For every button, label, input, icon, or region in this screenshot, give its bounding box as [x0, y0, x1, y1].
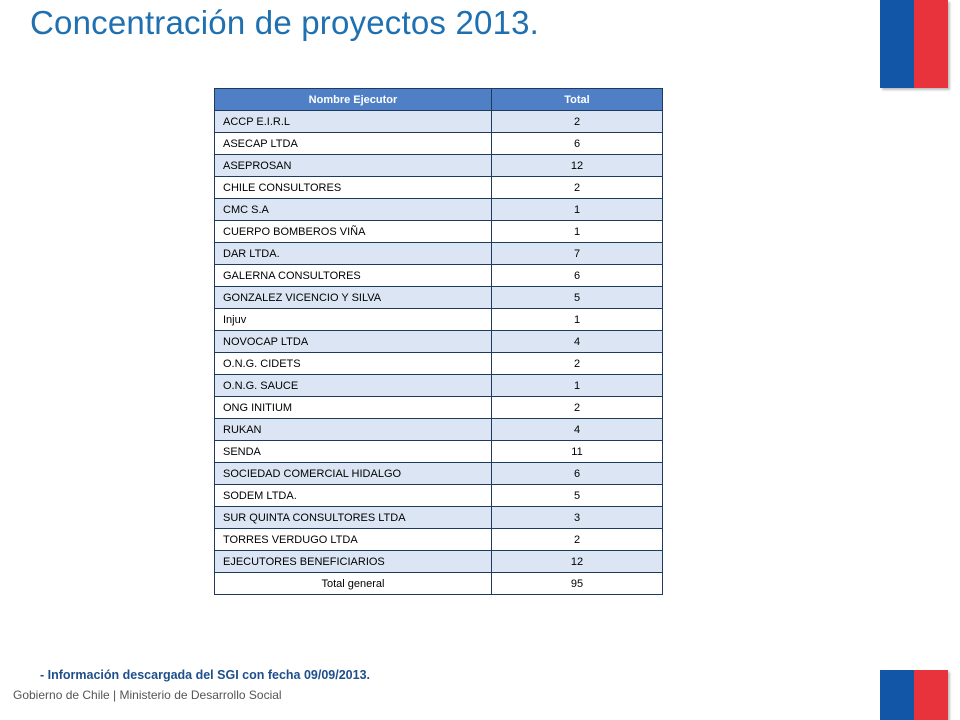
executor-total-cell: 1 [492, 309, 663, 331]
table-row [215, 177, 663, 199]
executor-name-cell: CHILE CONSULTORES [215, 177, 492, 199]
executor-total-cell: 2 [492, 111, 663, 133]
table-row [215, 221, 663, 243]
executor-name-cell: SUR QUINTA CONSULTORES LTDA [215, 507, 492, 529]
executor-total-cell: 2 [492, 353, 663, 375]
executor-total-cell: 11 [492, 441, 663, 463]
flag-blue-stripe [880, 670, 914, 720]
flag-red-stripe [914, 670, 948, 720]
executor-name-cell: TORRES VERDUGO LTDA [215, 529, 492, 551]
flag-red-stripe [914, 0, 948, 88]
table-row [215, 375, 663, 397]
executor-name-cell: ASEPROSAN [215, 155, 492, 177]
total-value: 95 [492, 573, 663, 595]
table-row [215, 155, 663, 177]
executor-total-cell: 1 [492, 221, 663, 243]
executor-total-cell: 1 [492, 375, 663, 397]
executor-name-cell: SODEM LTDA. [215, 485, 492, 507]
executor-total-cell: 2 [492, 529, 663, 551]
table-row [215, 507, 663, 529]
executor-name-cell: NOVOCAP LTDA [215, 331, 492, 353]
executor-name-cell: SENDA [215, 441, 492, 463]
chile-flag-logo-top [880, 0, 948, 88]
executor-total-cell: 6 [492, 133, 663, 155]
header-total: Total [492, 89, 663, 111]
executor-total-cell: 6 [492, 463, 663, 485]
executor-name-cell: O.N.G. CIDETS [215, 353, 492, 375]
executor-name-cell: GONZALEZ VICENCIO Y SILVA [215, 287, 492, 309]
executor-name-cell: ASECAP LTDA [215, 133, 492, 155]
executor-total-cell: 1 [492, 199, 663, 221]
table-row [215, 287, 663, 309]
table-row [215, 441, 663, 463]
executor-name-cell: GALERNA CONSULTORES [215, 265, 492, 287]
footer-text: Gobierno de Chile | Ministerio de Desarrollo Social [13, 688, 282, 702]
executor-total-cell: 4 [492, 419, 663, 441]
table-row [215, 353, 663, 375]
table-row [215, 529, 663, 551]
total-label: Total general [215, 573, 492, 595]
table-row [215, 111, 663, 133]
executor-name-cell: SOCIEDAD COMERCIAL HIDALGO [215, 463, 492, 485]
table-row [215, 331, 663, 353]
total-row [215, 573, 663, 595]
executor-total-cell: 12 [492, 155, 663, 177]
executor-total-cell: 4 [492, 331, 663, 353]
executor-total-cell: 2 [492, 177, 663, 199]
executor-name-cell: DAR LTDA. [215, 243, 492, 265]
slide-title: Concentración de proyectos 2013. [30, 4, 540, 41]
table-row [215, 397, 663, 419]
executor-total-cell: 5 [492, 485, 663, 507]
executor-total-cell: 12 [492, 551, 663, 573]
executor-name-cell: ONG INITIUM [215, 397, 492, 419]
executor-total-cell: 6 [492, 265, 663, 287]
header-nombre-ejecutor: Nombre Ejecutor [215, 89, 492, 111]
table-row [215, 133, 663, 155]
table-body [215, 111, 663, 595]
executor-name-cell: O.N.G. SAUCE [215, 375, 492, 397]
executor-total-cell: 7 [492, 243, 663, 265]
table-row [215, 265, 663, 287]
executor-name-cell: CUERPO BOMBEROS VIÑA [215, 221, 492, 243]
table-row [215, 463, 663, 485]
table-row [215, 309, 663, 331]
executor-name-cell: EJECUTORES BENEFICIARIOS [215, 551, 492, 573]
executor-name-cell: ACCP E.I.R.L [215, 111, 492, 133]
table-row [215, 551, 663, 573]
executor-total-cell: 2 [492, 397, 663, 419]
executor-name-cell: CMC S.A [215, 199, 492, 221]
executor-total-cell: 5 [492, 287, 663, 309]
executor-total-cell: 3 [492, 507, 663, 529]
chile-flag-logo-bottom [880, 670, 948, 720]
executors-table [214, 88, 663, 595]
executor-name-cell: RUKAN [215, 419, 492, 441]
table-row [215, 419, 663, 441]
executor-name-cell: Injuv [215, 309, 492, 331]
table-row [215, 199, 663, 221]
table-header-row [215, 89, 663, 111]
table-row [215, 485, 663, 507]
flag-blue-stripe [880, 0, 914, 88]
table-row [215, 243, 663, 265]
source-note: - Información descargada del SGI con fecha 09/09/2013. [40, 668, 370, 682]
